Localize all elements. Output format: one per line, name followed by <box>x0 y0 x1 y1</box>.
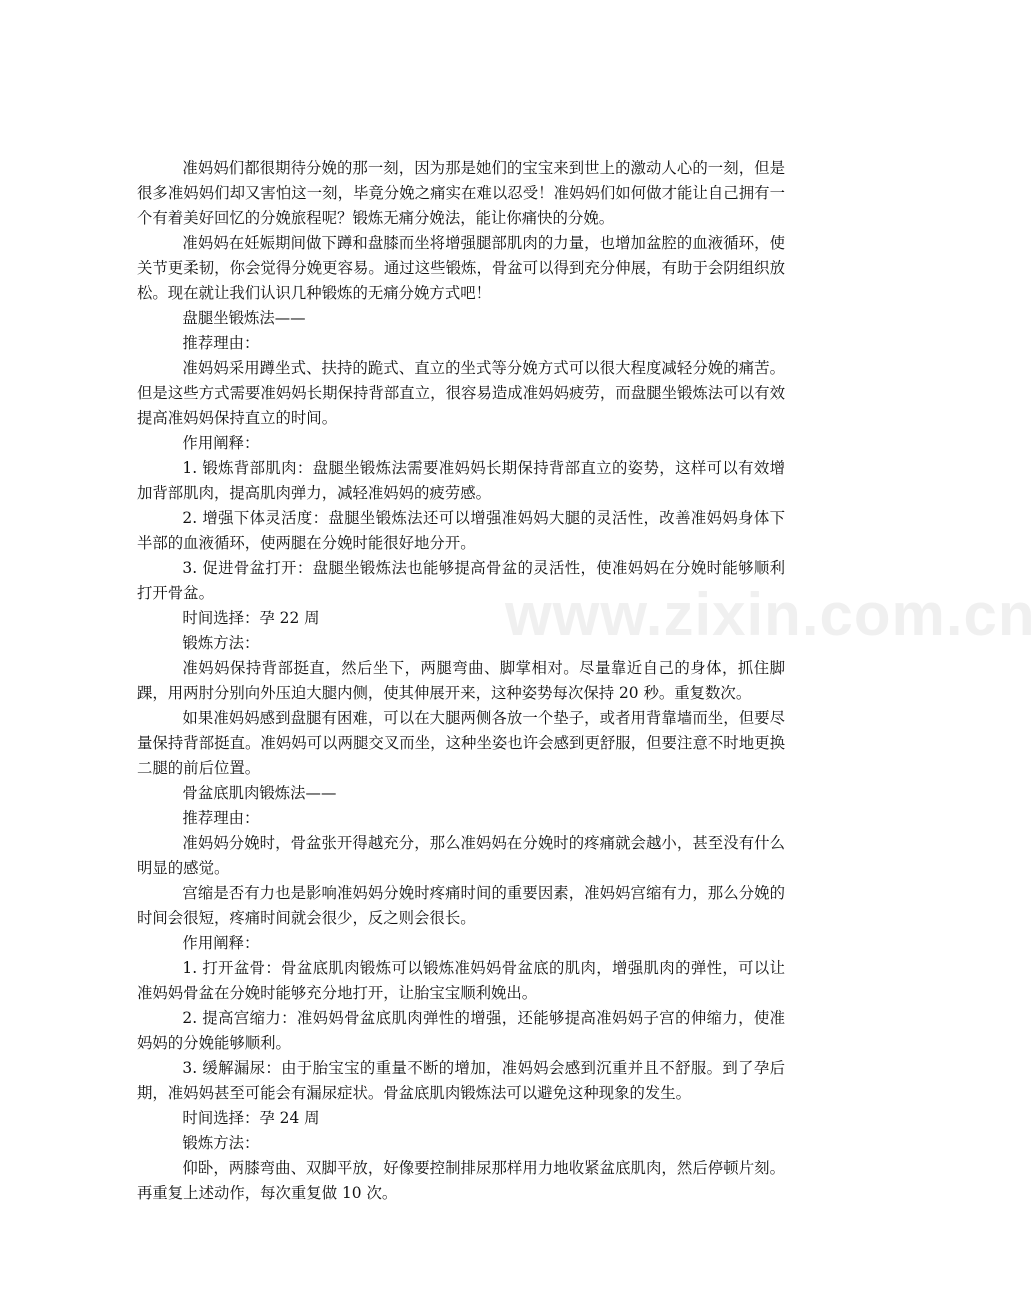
intro-paragraph-2: 准妈妈在妊娠期间做下蹲和盘膝而坐将增强腿部肌肉的力量，也增加盆腔的血液循环，使关节更柔韧，你会觉得分娩更容易。通过这些锻炼，骨盆可以得到充分伸展，有助于会阴组织放松。现在就让我们认识几种锻炼的无痛分娩方式吧！ <box>137 234 785 302</box>
subheading-method: 锻炼方法： <box>182 634 260 652</box>
subheading-reason: 推荐理由： <box>182 334 260 352</box>
subheading-effects: 作用阐释： <box>182 434 260 452</box>
list-item: 2. 增强下体灵活度：盘腿坐锻炼法还可以增强准妈妈大腿的灵活性，改善准妈妈身体下半部的血液循环，使两腿在分娩时能很好地分开。 <box>137 509 785 552</box>
list-item: 2. 提高宫缩力：准妈妈骨盆底肌肉弹性的增强，还能够提高准妈妈子宫的伸缩力，使准妈妈的分娩能够顺利。 <box>137 1009 785 1052</box>
section-heading-pelvic-floor: 骨盆底肌肉锻炼法—— <box>182 784 337 802</box>
timing-line: 时间选择：孕 24 周 <box>182 1109 320 1127</box>
body-paragraph: 准妈妈保持背部挺直，然后坐下，两腿弯曲、脚掌相对。尽量靠近自己的身体，抓住脚踝，用两肘分别向外压迫大腿内侧，使其伸展开来，这种姿势每次保持 20 秒。重复数次。 <box>137 659 785 702</box>
subheading-effects: 作用阐释： <box>182 934 260 952</box>
body-paragraph: 准妈妈采用蹲坐式、扶持的跪式、直立的坐式等分娩方式可以很大程度减轻分娩的痛苦。但是这些方式需要准妈妈长期保持背部直立，很容易造成准妈妈疲劳，而盘腿坐锻炼法可以有效提高准妈妈保持直立的时间。 <box>137 359 785 427</box>
intro-paragraph-1: 准妈妈们都很期待分娩的那一刻，因为那是她们的宝宝来到世上的激动人心的一刻，但是很多准妈妈们却又害怕这一刻，毕竟分娩之痛实在难以忍受！准妈妈们如何做才能让自己拥有一个有着美好回忆的分娩旅程呢？锻炼无痛分娩法，能让你痛快的分娩。 <box>137 159 785 227</box>
watermark: www.zixin.com.cn <box>505 581 1036 648</box>
document-body <box>137 156 785 1206</box>
subheading-reason: 推荐理由： <box>182 809 260 827</box>
timing-line: 时间选择：孕 22 周 <box>182 609 320 627</box>
list-item: 3. 缓解漏尿：由于胎宝宝的重量不断的增加，准妈妈会感到沉重并且不舒服。到了孕后期，准妈妈甚至可能会有漏尿症状。骨盆底肌肉锻炼法可以避免这种现象的发生。 <box>137 1059 785 1102</box>
list-item: 1. 打开盆骨：骨盆底肌肉锻炼可以锻炼准妈妈骨盆底的肌肉，增强肌肉的弹性，可以让准妈妈骨盆在分娩时能够充分地打开，让胎宝宝顺利娩出。 <box>137 959 785 1002</box>
subheading-method: 锻炼方法： <box>182 1134 260 1152</box>
list-item: 1. 锻炼背部肌肉：盘腿坐锻炼法需要准妈妈长期保持背部直立的姿势，这样可以有效增加背部肌肉，提高肌肉弹力，减轻准妈妈的疲劳感。 <box>137 459 785 502</box>
body-paragraph: 仰卧，两膝弯曲、双脚平放，好像要控制排尿那样用力地收紧盆底肌肉，然后停顿片刻。再重复上述动作，每次重复做 10 次。 <box>137 1159 785 1202</box>
body-paragraph: 如果准妈妈感到盘腿有困难，可以在大腿两侧各放一个垫子，或者用背靠墙而坐，但要尽量保持背部挺直。准妈妈可以两腿交叉而坐，这种坐姿也许会感到更舒服，但要注意不时地更换二腿的前后位置。 <box>137 709 785 777</box>
section-heading-cross-legged: 盘腿坐锻炼法—— <box>182 309 306 327</box>
list-item: 3. 促进骨盆打开：盘腿坐锻炼法也能够提高骨盆的灵活性，使准妈妈在分娩时能够顺利打开骨盆。 <box>137 559 785 602</box>
body-paragraph: 宫缩是否有力也是影响准妈妈分娩时疼痛时间的重要因素，准妈妈宫缩有力，那么分娩的时间会很短，疼痛时间就会很少，反之则会很长。 <box>137 884 785 927</box>
body-paragraph: 准妈妈分娩时，骨盆张开得越充分，那么准妈妈在分娩时的疼痛就会越小，甚至没有什么明显的感觉。 <box>137 834 785 877</box>
